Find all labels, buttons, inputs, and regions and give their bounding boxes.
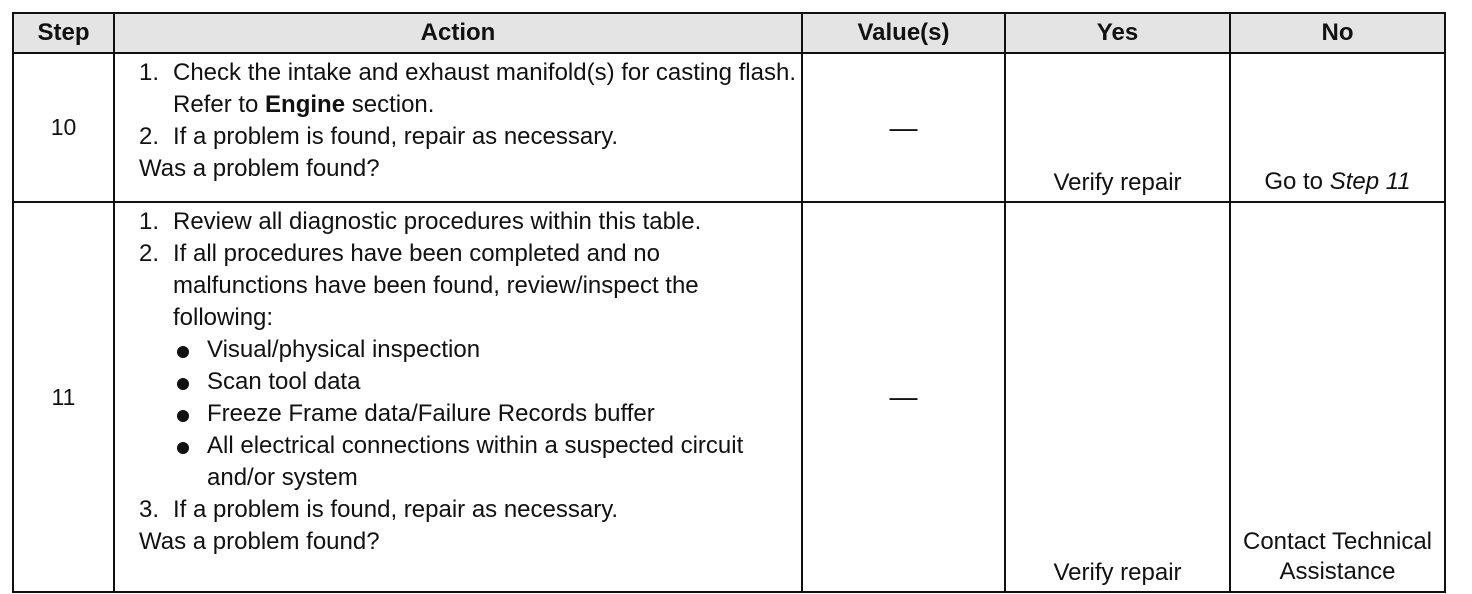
bullet-text: Visual/physical inspection xyxy=(207,336,481,363)
bullet-item xyxy=(173,398,801,430)
action-item xyxy=(139,57,801,121)
item-number: 3. xyxy=(139,496,160,523)
inspection-list xyxy=(173,334,801,494)
bullet-icon xyxy=(177,442,189,454)
item-text: If all procedures have been completed and no malfunctions have been found, review/inspect the following: xyxy=(173,240,699,331)
bullet-text: All electrical connections within a suspected circuit and/or system xyxy=(207,432,744,491)
item-text-end: section. xyxy=(345,91,435,118)
action-cell xyxy=(114,202,802,592)
table-row xyxy=(13,53,1445,202)
item-text: Check the intake and exhaust manifold(s) for casting flash. Refer to xyxy=(173,59,796,118)
header-values: Value(s) xyxy=(802,13,1005,53)
step-link: Step 11 xyxy=(1329,168,1411,195)
step-number: 10 xyxy=(13,53,114,202)
value-cell: — xyxy=(802,53,1005,202)
item-number: 1. xyxy=(139,59,160,86)
action-item xyxy=(139,238,801,494)
action-item xyxy=(139,121,801,153)
item-number: 1. xyxy=(139,208,160,235)
header-step: Step xyxy=(13,13,114,53)
step-number: 11 xyxy=(13,202,114,592)
action-list xyxy=(139,206,801,526)
action-item xyxy=(139,206,801,238)
header-action: Action xyxy=(114,13,802,53)
header-row xyxy=(13,13,1445,53)
bullet-icon xyxy=(177,346,189,358)
table-row xyxy=(13,202,1445,592)
bullet-text: Scan tool data xyxy=(207,368,361,395)
header-no: No xyxy=(1230,13,1445,53)
item-number: 2. xyxy=(139,240,160,267)
item-text: If a problem is found, repair as necessary. xyxy=(173,123,619,150)
item-text: Review all diagnostic procedures within this table. xyxy=(173,208,702,235)
bullet-icon xyxy=(177,378,189,390)
no-prefix: Go to xyxy=(1264,168,1330,195)
no-cell: Contact Technical Assistance xyxy=(1230,202,1445,592)
question-text: Was a problem found? xyxy=(139,528,380,555)
bullet-item xyxy=(173,430,801,494)
bullet-text: Freeze Frame data/Failure Records buffer xyxy=(207,400,655,427)
bullet-icon xyxy=(177,410,189,422)
bullet-item xyxy=(173,334,801,366)
question-text: Was a problem found? xyxy=(139,155,380,182)
item-text: If a problem is found, repair as necessary. xyxy=(173,496,619,523)
yes-cell: Verify repair xyxy=(1005,53,1230,202)
action-list xyxy=(139,57,801,153)
diagnostic-table xyxy=(12,12,1446,593)
action-item xyxy=(139,494,801,526)
item-number: 2. xyxy=(139,123,160,150)
yes-cell: Verify repair xyxy=(1005,202,1230,592)
action-cell xyxy=(114,53,802,202)
engine-section-reference: Engine xyxy=(265,91,346,118)
bullet-item xyxy=(173,366,801,398)
no-cell xyxy=(1230,53,1445,202)
value-cell: — xyxy=(802,202,1005,592)
header-yes: Yes xyxy=(1005,13,1230,53)
